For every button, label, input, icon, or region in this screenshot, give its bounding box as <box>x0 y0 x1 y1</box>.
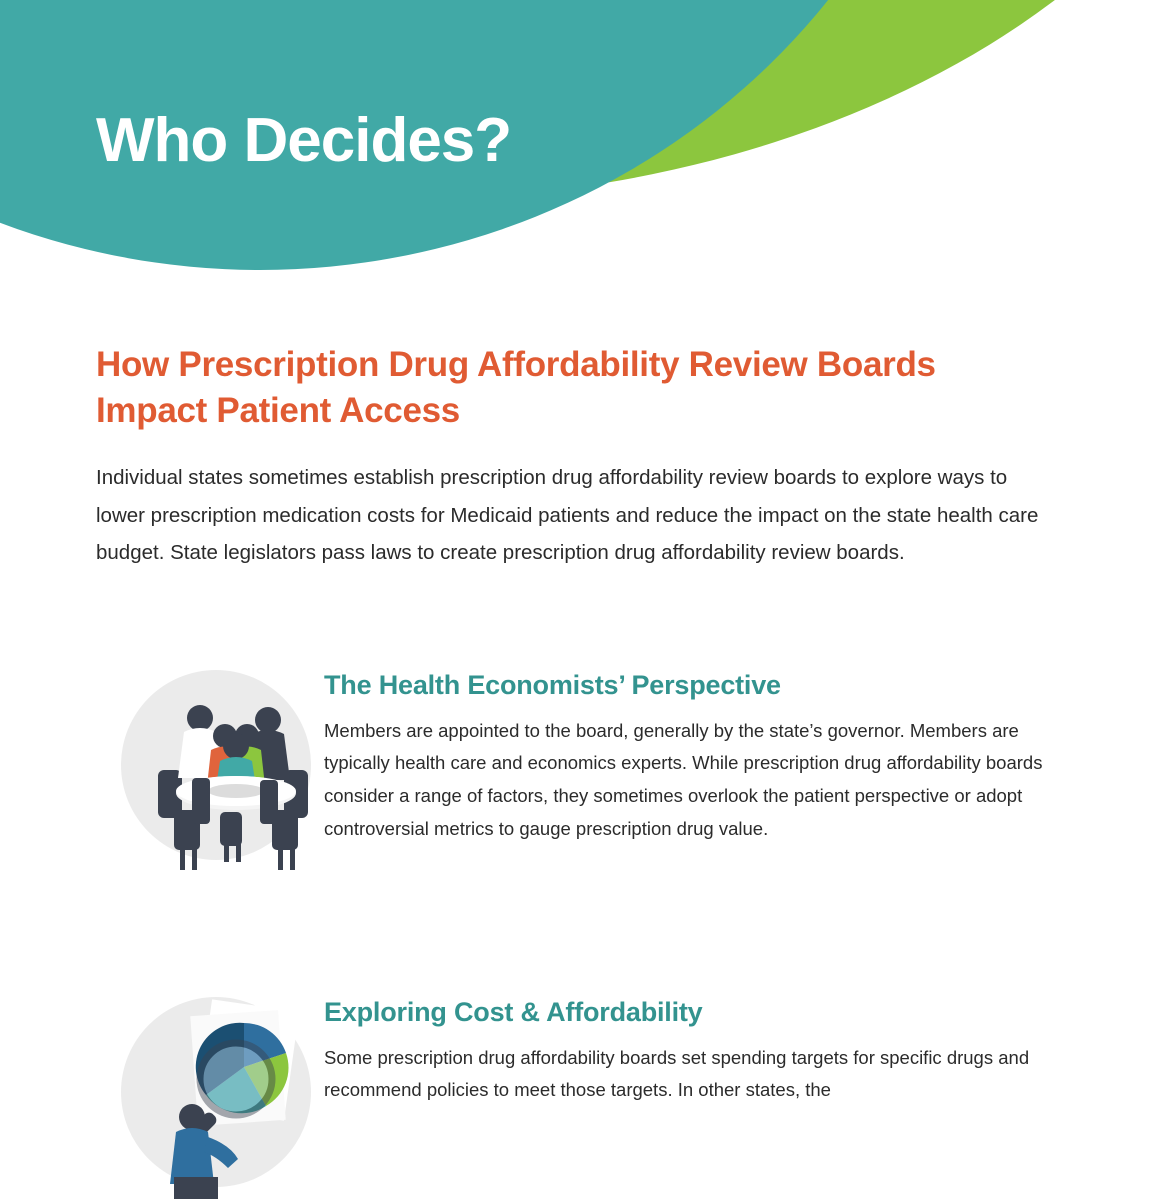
meeting-table-illustration-icon <box>96 660 324 875</box>
section-heading: How Prescription Drug Affordability Review Boards Impact Patient Access <box>96 345 936 430</box>
page-header <box>0 0 1160 300</box>
page-title: Who Decides? <box>96 106 512 175</box>
chart-magnifier-illustration-icon <box>96 987 324 1202</box>
block-title: The Health Economists’ Perspective <box>324 669 781 700</box>
block-text <box>324 987 1064 1108</box>
block-text <box>324 660 1064 847</box>
content-block <box>96 660 1064 875</box>
content-block <box>96 987 1064 1202</box>
block-body: Members are appointed to the board, generally by the state’s governor. Members are typically health care and economics experts. While prescription drug affordability boards consider a range of factors, they sometimes overlook the patient perspective or adopt controversial metrics to gauge prescription drug value. <box>324 719 1043 840</box>
intro-paragraph: Individual states sometimes establish prescription drug affordability review boards to explore ways to lower prescription medication costs for Medicaid patients and reduce the impact on the state health care budget. State legislators pass laws to create prescription drug affordability review boards. <box>96 466 1039 564</box>
main-content <box>0 300 1160 1202</box>
block-title: Exploring Cost & Affordability <box>324 996 703 1027</box>
block-body: Some prescription drug affordability boards set spending targets for specific drugs and recommend policies to meet those targets. In other states, the <box>324 1046 1030 1101</box>
